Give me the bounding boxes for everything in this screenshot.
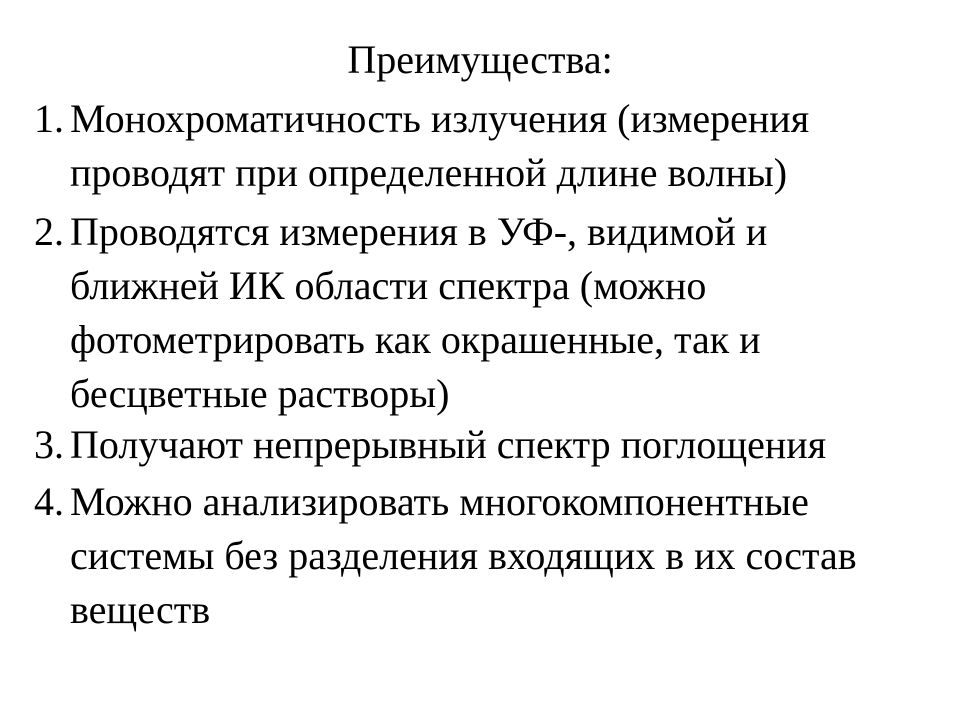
- list-item-text: бесцветные растворы): [70, 371, 450, 416]
- list-item-number: 1.: [34, 96, 64, 141]
- list-item-line: [34, 418, 934, 472]
- list-item-text: Можно анализировать многокомпонентные: [70, 479, 809, 524]
- list-item-text: Получают непрерывный спектр поглощения: [70, 422, 827, 467]
- list-item-line: [34, 475, 934, 529]
- list-item-text: системы без разделения входящих в их состав: [70, 533, 857, 578]
- list-item-line: [34, 205, 934, 259]
- list-item-number: 3.: [34, 422, 64, 467]
- list-item-4: [34, 475, 934, 637]
- list-item-number: 2.: [34, 209, 64, 254]
- list-item-text: Монохроматичность излучения (измерения: [70, 96, 810, 141]
- list-item-text: проводят при определенной длине волны): [70, 150, 788, 195]
- list-item-number: 4.: [34, 479, 64, 524]
- list-item-1: [34, 92, 934, 200]
- list-item-text: фотометрировать как окрашенные, так и: [70, 317, 761, 362]
- slide-title: Преимущества:: [347, 37, 613, 82]
- list-item-3: [34, 418, 934, 472]
- list-item-text: Проводятся измерения в УФ-, видимой и: [70, 209, 768, 254]
- list-item-text: ближней ИК области спектра (можно: [70, 263, 707, 308]
- list-item-line: [34, 92, 934, 146]
- list-item-2: [34, 205, 934, 421]
- list-item-text: веществ: [70, 587, 211, 632]
